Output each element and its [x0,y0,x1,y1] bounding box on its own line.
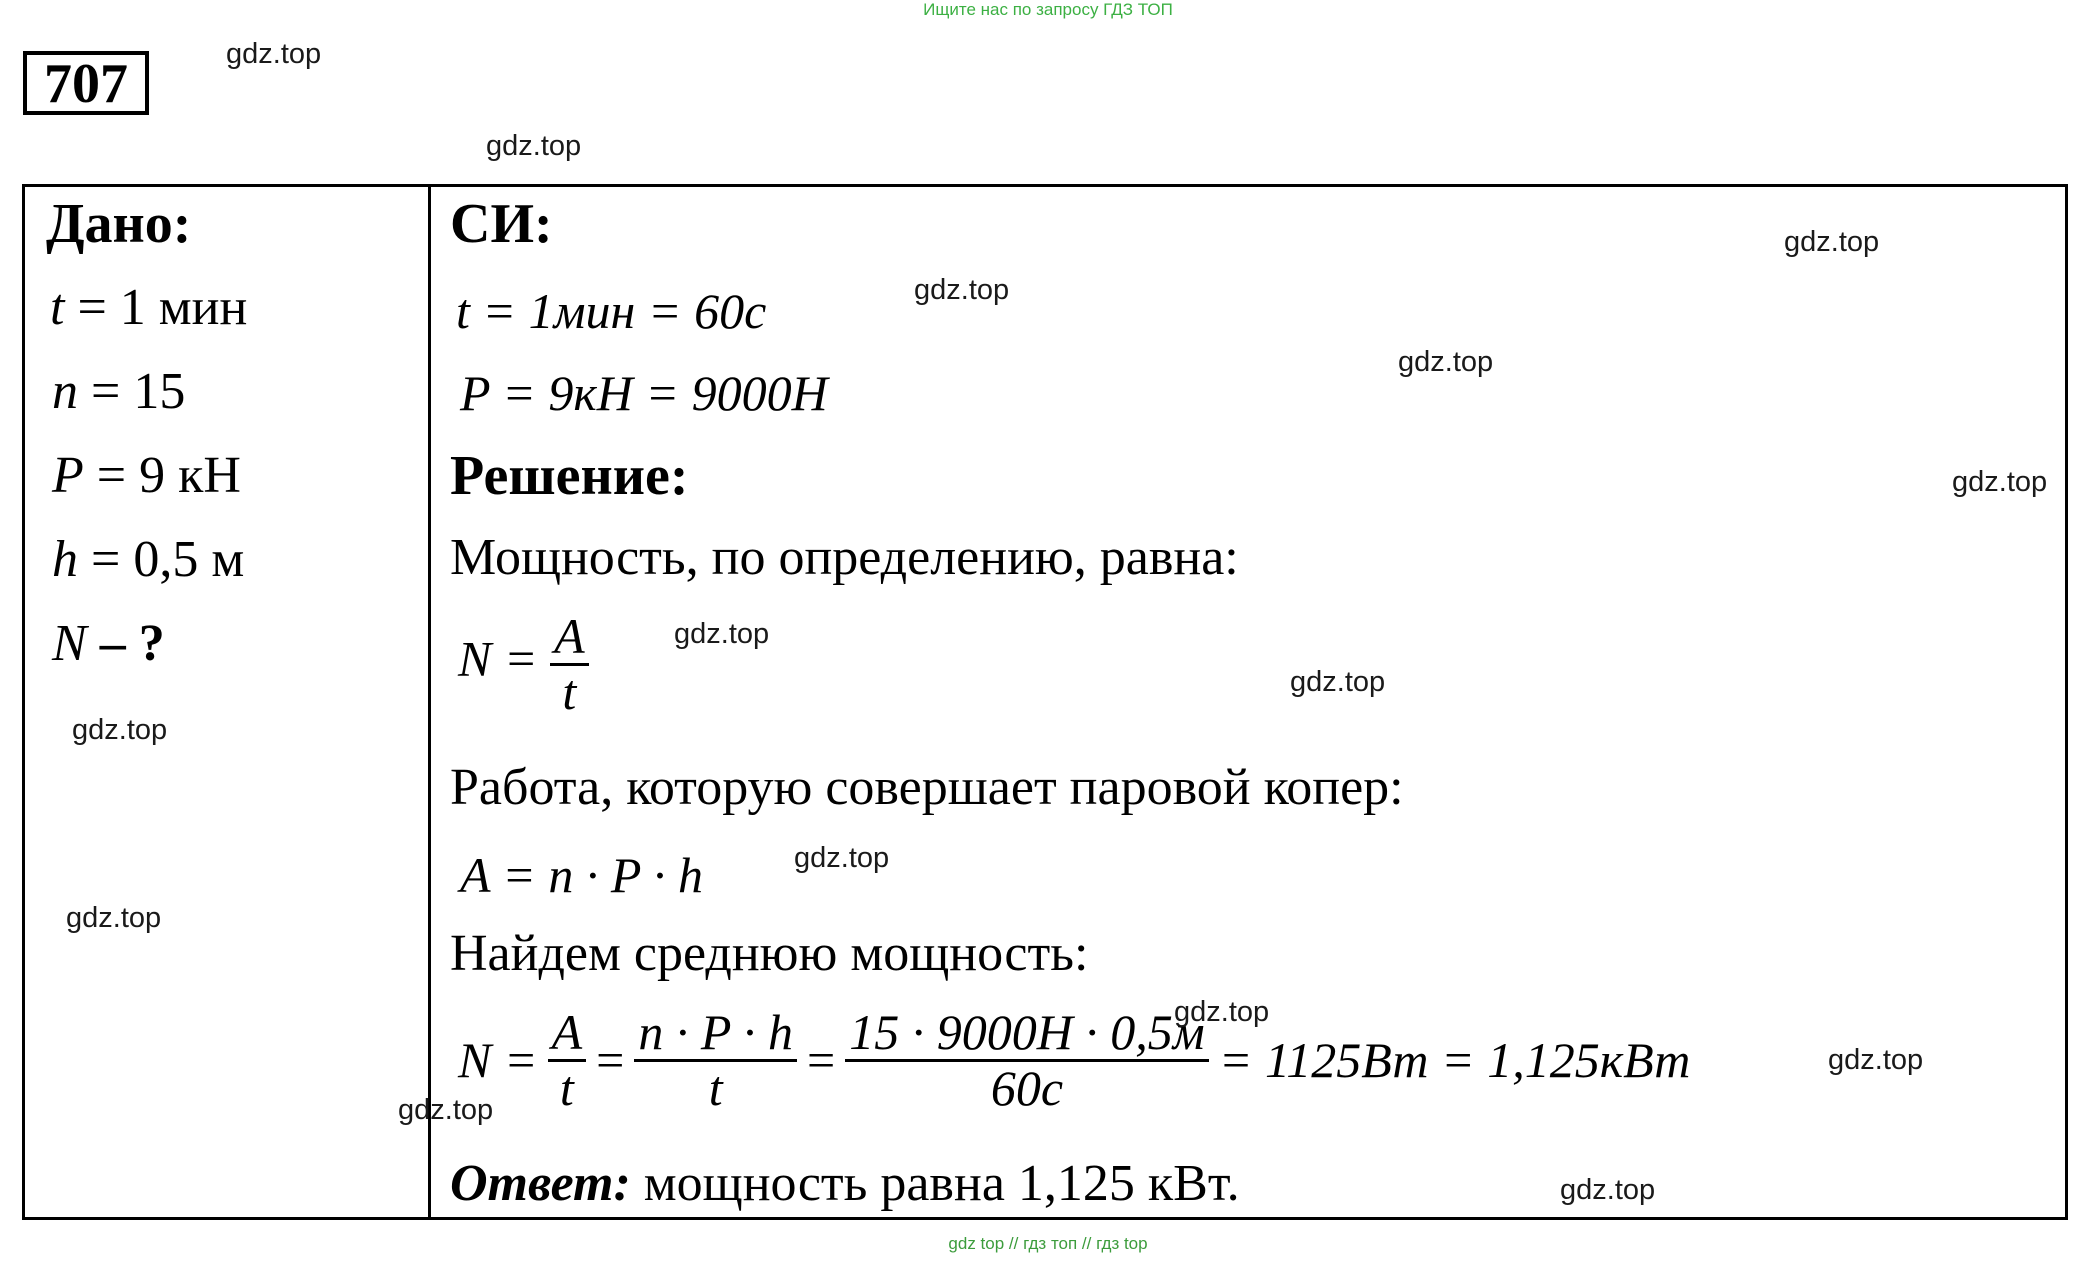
watermark: gdz.top [72,714,168,746]
power-formula [458,610,589,718]
watermark: gdz.top [1398,346,1494,378]
si-time: t = 1мин = 60с [456,283,767,339]
search-hint-link[interactable]: Ищите нас по запросу ГДЗ ТОП [923,0,1173,19]
work-formula: A = n · P · h [460,847,704,903]
given-n-symbol: n [52,363,78,420]
given-p-value: = 9 кН [96,447,241,504]
f3-equals-1: = [596,1032,625,1088]
watermark: gdz.top [486,130,582,162]
watermark: gdz.top [674,618,770,650]
si-force: P = 9кН = 9000Н [460,365,828,421]
given-find-value: – ? [99,615,165,672]
f3-denominator-2: t [708,1059,723,1116]
problem-number: 707 [23,51,149,115]
power-formula-numerator: A [550,610,589,666]
power-formula-fraction [550,610,589,718]
si-heading: СИ: [450,193,553,255]
f3-equals-2: = [806,1032,836,1088]
given-t-symbol: t [50,279,65,336]
average-power-formula [458,1006,1690,1114]
answer-label: Ответ: [450,1155,631,1212]
given-n-value: = 15 [91,363,186,420]
f3-numerator-1: A [548,1006,587,1062]
watermark: gdz.top [1952,466,2048,498]
given-t-value: = 1 мин [77,279,248,336]
f3-fraction-1 [548,1006,587,1114]
f3-denominator-1: t [559,1059,574,1116]
answer-text: мощность равна 1,125 кВт. [643,1155,1240,1212]
given-p-symbol: P [52,447,84,504]
watermark: gdz.top [914,274,1010,306]
given-h [52,530,244,589]
watermark: gdz.top [1784,226,1880,258]
work-text: Работа, которую совершает паровой копер: [450,759,1404,816]
f3-denominator-3: 60с [990,1059,1064,1116]
watermark: gdz.top [66,902,162,934]
given-n [52,362,185,421]
f3-result: = 1125Вт = 1,125кВт [1218,1032,1691,1088]
solution-heading: Решение: [450,445,689,507]
table-divider [428,184,431,1220]
given-p [52,446,241,505]
f3-fraction-3 [845,1006,1209,1114]
answer-line [450,1154,1240,1213]
given-find-symbol: N [52,615,87,672]
watermark: gdz.top [1174,996,1270,1028]
given-heading: Дано: [46,193,192,255]
average-power-text: Найдем среднюю мощность: [450,925,1089,982]
given-t [50,278,247,337]
watermark: gdz.top [398,1094,494,1126]
power-definition-text: Мощность, по определению, равна: [450,529,1239,586]
footer-links[interactable]: gdz top // гдз топ // гдз top [948,1234,1148,1253]
f3-numerator-3: 15 · 9000Н · 0,5м [845,1006,1209,1062]
watermark: gdz.top [1560,1174,1656,1206]
watermark: gdz.top [1290,666,1386,698]
watermark: gdz.top [794,842,890,874]
power-formula-denominator: t [562,663,577,720]
f3-lhs: N = [458,1032,538,1088]
watermark: gdz.top [1828,1044,1924,1076]
given-find [52,614,165,673]
f3-fraction-2 [634,1006,797,1114]
f3-numerator-2: n · P · h [634,1006,797,1062]
watermark: gdz.top [226,38,322,70]
power-formula-lhs: N = [458,630,538,687]
given-h-value: = 0,5 м [91,531,245,588]
given-h-symbol: h [52,531,78,588]
